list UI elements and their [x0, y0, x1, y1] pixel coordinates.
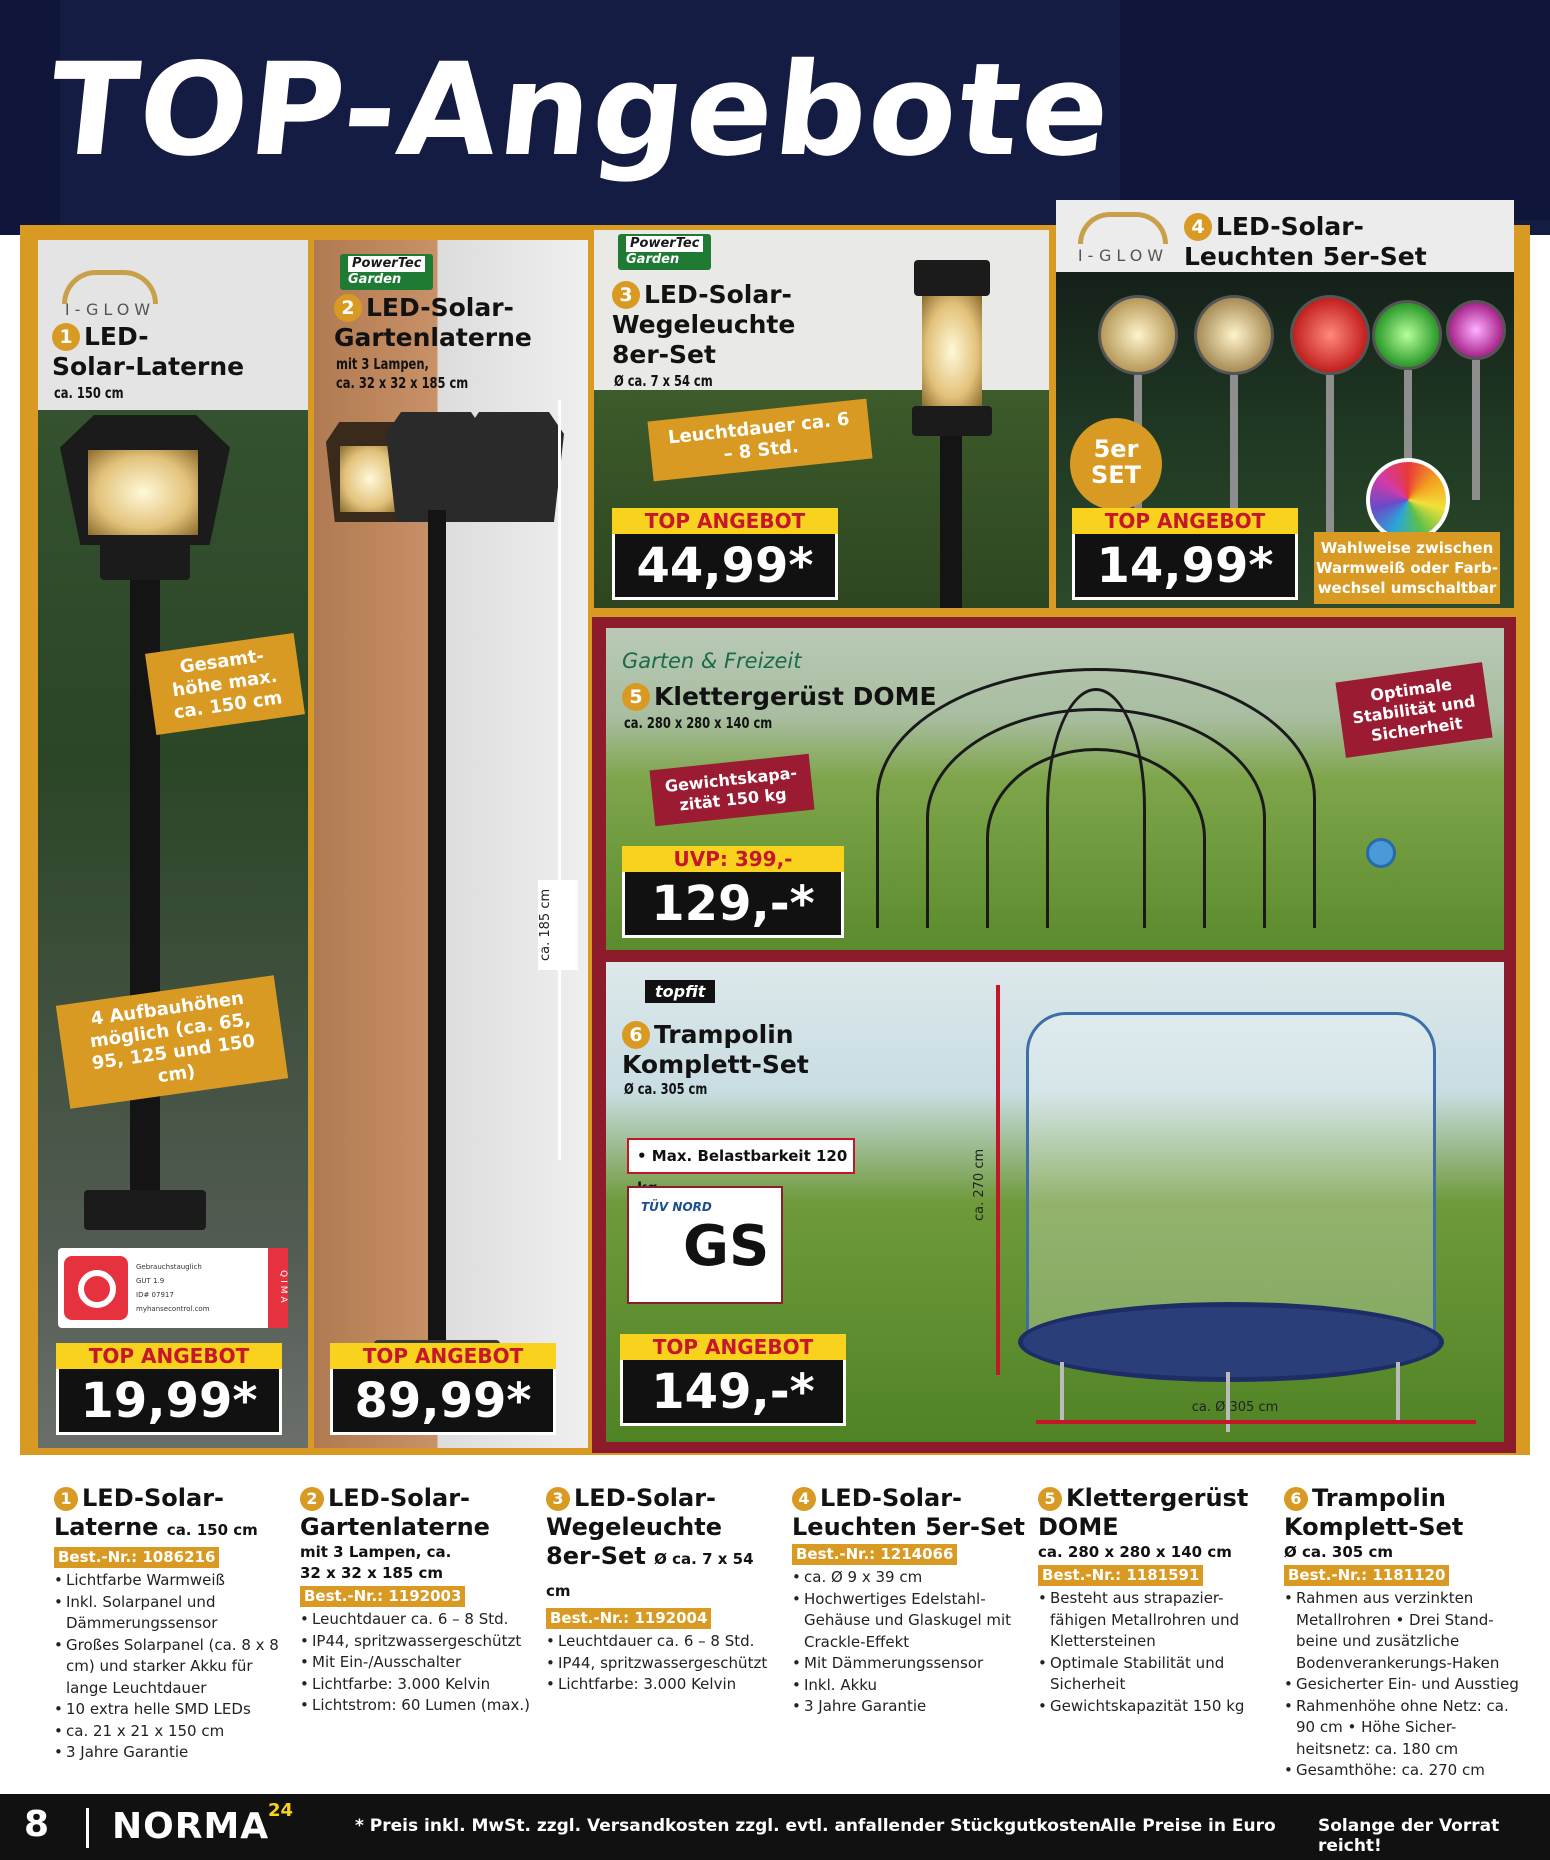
desc-title — [1038, 1484, 1273, 1542]
powertec-top-2: PowerTec — [348, 256, 425, 272]
desc-title-b: DOME — [1038, 1513, 1119, 1541]
desc-number: 6 — [1284, 1487, 1308, 1511]
price-value: 44,99* — [612, 534, 838, 600]
qima-line-2: GUT 1.9 — [136, 1277, 165, 1285]
price-label: TOP ANGEBOT — [1072, 508, 1298, 534]
desc-title — [1284, 1484, 1524, 1542]
product-1-title-b: Solar-Laterne — [52, 352, 245, 381]
feature-item: • Gesicherter Ein- und Ausstieg — [1284, 1674, 1524, 1696]
product-number-4: 4 — [1184, 213, 1212, 241]
product-5-description — [1038, 1484, 1273, 1717]
desc-title-b: Wegeleuchte — [546, 1513, 723, 1541]
page-number: 8 — [24, 1804, 50, 1845]
product-6-description — [1284, 1484, 1524, 1782]
feature-list — [792, 1567, 1027, 1718]
norma-logo: NORMA — [112, 1806, 270, 1847]
feature-item: • 10 extra helle SMD LEDs — [54, 1699, 289, 1721]
product-2-image-title — [334, 293, 532, 353]
desc-title-a: LED-Solar- — [574, 1484, 717, 1512]
product-4-title-a: LED-Solar- — [1216, 212, 1364, 241]
product-number-5: 5 — [622, 683, 650, 711]
product-5-title: Klettergerüst DOME — [654, 682, 937, 711]
product-1-heights-callout: 4 Aufbauhöhen möglich (ca. 65, 95, 125 und 150 cm) — [56, 975, 288, 1109]
price-label: UVP: 399,- — [622, 846, 844, 872]
desc-number: 2 — [300, 1487, 324, 1511]
product-2-sub-b: ca. 32 x 32 x 185 cm — [336, 374, 469, 392]
product-2-sub-a: mit 3 Lampen, — [336, 355, 429, 373]
feature-item: • Lichtfarbe: 3.000 Kelvin — [300, 1674, 535, 1696]
page-title: TOP-Angebote — [42, 36, 1119, 185]
product-number-6: 6 — [622, 1021, 650, 1049]
product-1-title-a: LED- — [84, 322, 149, 351]
feature-item: • Rahmenhöhe ohne Netz: ca. 90 cm • Höhe Sicher-heitsnetz: ca. 180 cm — [1284, 1696, 1524, 1761]
product-4-image-title — [1184, 212, 1427, 272]
brand-logo-4: I-GLOW — [1077, 246, 1169, 265]
desc-title-b: Gartenlaterne — [300, 1513, 490, 1541]
desc-title — [792, 1484, 1027, 1542]
desc-size: Ø ca. 7 x 54 cm — [546, 1550, 754, 1600]
product-6-image-title — [622, 1020, 809, 1080]
desc-sub-a: mit 3 Lampen, ca. — [300, 1543, 452, 1561]
product-3-title-a: LED-Solar- — [644, 280, 792, 309]
feature-item: • 3 Jahre Garantie — [54, 1742, 289, 1764]
product-2-title-b: Gartenlaterne — [334, 323, 532, 352]
order-number: Best.-Nr.: 1192004 — [546, 1608, 711, 1629]
desc-title-a: Klettergerüst — [1066, 1484, 1249, 1512]
desc-size: ca. 280 x 280 x 140 cm — [1038, 1543, 1232, 1561]
product-number-3: 3 — [612, 281, 640, 309]
feature-item: • Rahmen aus verzinkten Metallrohren • Drei Stand-beine und zusätzliche Bodenverankerungs-Haken — [1284, 1588, 1524, 1674]
feature-item: • Lichtstrom: 60 Lumen (max.) — [300, 1695, 535, 1717]
badge-top: 5er — [1093, 435, 1139, 463]
product-number-2: 2 — [334, 294, 362, 322]
feature-item: • Großes Solarpanel (ca. 8 x 8 cm) und starker Akku für lange Leuchtdauer — [54, 1635, 289, 1700]
desc-number: 1 — [54, 1487, 78, 1511]
price-value: 149,-* — [620, 1360, 846, 1426]
feature-item: • Mit Dämmerungssensor — [792, 1653, 1027, 1675]
desc-number: 3 — [546, 1487, 570, 1511]
product-1-image-title — [52, 322, 244, 382]
powertec-logo-2 — [340, 254, 433, 290]
product-3-price-box — [612, 508, 838, 600]
feature-list — [300, 1609, 535, 1717]
product-3-title-c: 8er-Set — [612, 340, 716, 369]
desc-number: 5 — [1038, 1487, 1062, 1511]
product-6-title-a: Trampolin — [654, 1020, 794, 1049]
product-5-image-title — [622, 682, 937, 712]
feature-item: • Besteht aus strapazier-fähigen Metallrohren und Klettersteinen — [1038, 1588, 1273, 1653]
feature-list — [1038, 1588, 1273, 1717]
product-2-description — [300, 1484, 535, 1717]
order-number: Best.-Nr.: 1214066 — [792, 1544, 957, 1565]
product-2-image-sub — [336, 355, 468, 393]
order-number: Best.-Nr.: 1192003 — [300, 1586, 465, 1607]
footer-bar — [0, 1794, 1550, 1860]
five-set-badge — [1070, 418, 1162, 510]
product-1-height-callout: Gesamt-höhe max. ca. 150 cm — [145, 633, 305, 735]
feature-list — [1284, 1588, 1524, 1782]
powertec-bottom-2: Garden — [348, 272, 402, 287]
feature-item: • IP44, spritzwassergeschützt — [546, 1653, 781, 1675]
feature-item: • Lichtfarbe Warmweiß — [54, 1570, 289, 1592]
desc-title-a: LED-Solar- — [328, 1484, 471, 1512]
price-value: 19,99* — [56, 1369, 282, 1435]
price-label: TOP ANGEBOT — [612, 508, 838, 534]
product-number-1: 1 — [52, 323, 80, 351]
feature-item: • ca. 21 x 21 x 150 cm — [54, 1721, 289, 1743]
qima-brand: QIMA — [268, 1248, 288, 1328]
desc-size: Ø ca. 305 cm — [1284, 1543, 1393, 1561]
product-2-title-a: LED-Solar- — [366, 293, 514, 322]
product-5-stability-callout: Optimale Stabilität und Sicherheit — [1335, 662, 1492, 758]
feature-item: • Hochwertiges Edelstahl-Gehäuse und Glaskugel mit Crackle-Effekt — [792, 1589, 1027, 1654]
product-2-dimension: ca. 185 cm — [538, 880, 578, 970]
tuv-nord-label: TÜV NORD — [641, 1200, 712, 1214]
qima-certificate — [58, 1248, 288, 1328]
desc-title-c: 8er-Set — [546, 1542, 646, 1570]
feature-list — [546, 1631, 781, 1696]
qima-check-icon — [64, 1256, 128, 1320]
order-number: Best.-Nr.: 1181591 — [1038, 1565, 1203, 1586]
gs-label: GS — [683, 1214, 770, 1279]
color-wheel-icon — [1366, 458, 1450, 542]
product-1-description — [54, 1484, 289, 1764]
desc-sub-b: 32 x 32 x 185 cm — [300, 1564, 444, 1582]
price-value: 14,99* — [1072, 534, 1298, 600]
feature-item: • Inkl. Solarpanel und Dämmerungssensor — [54, 1592, 289, 1635]
feature-item: • Gewichtskapazität 150 kg — [1038, 1696, 1273, 1718]
desc-title-b: Komplett-Set — [1284, 1513, 1464, 1541]
desc-title — [54, 1484, 289, 1545]
feature-list — [54, 1570, 289, 1764]
price-footnote: * Preis inkl. MwSt. zzgl. Versandkosten zzgl. evtl. anfallender Stückgutkosten — [355, 1816, 1101, 1836]
product-2-image — [314, 240, 588, 1448]
feature-item: • Inkl. Akku — [792, 1675, 1027, 1697]
feature-item: • Leuchtdauer ca. 6 – 8 Std. — [300, 1609, 535, 1631]
order-number: Best.-Nr.: 1086216 — [54, 1547, 219, 1568]
product-6-title-b: Komplett-Set — [622, 1050, 809, 1079]
powertec-top-3: PowerTec — [626, 236, 703, 252]
price-label: TOP ANGEBOT — [56, 1343, 282, 1369]
order-number: Best.-Nr.: 1181120 — [1284, 1565, 1449, 1586]
product-2-dimension-line — [558, 400, 561, 1160]
product-5-weight-callout: Gewichtskapa-zität 150 kg — [650, 754, 815, 826]
price-label: TOP ANGEBOT — [620, 1334, 846, 1360]
feature-item: • Optimale Stabilität und Sicherheit — [1038, 1653, 1273, 1696]
desc-title-a: Trampolin — [1312, 1484, 1446, 1512]
powertec-bottom-3: Garden — [626, 252, 680, 267]
feature-item: • Mit Ein-/Ausschalter — [300, 1652, 535, 1674]
tuv-gs-certificate — [627, 1186, 783, 1304]
product-3-description — [546, 1484, 781, 1696]
product-5-price-box — [622, 846, 844, 938]
feature-item: • ca. Ø 9 x 39 cm — [792, 1567, 1027, 1589]
desc-number: 4 — [792, 1487, 816, 1511]
desc-title-a: LED-Solar- — [820, 1484, 963, 1512]
stock-note: Solange der Vorrat reicht! — [1318, 1816, 1500, 1856]
price-label: TOP ANGEBOT — [330, 1343, 556, 1369]
desc-title — [300, 1484, 535, 1542]
desc-title-b: Laterne — [54, 1513, 159, 1541]
product-3-image-title — [612, 280, 795, 370]
product-4-mode-callout: Wahlweise zwischen Warmweiß oder Farb-wechsel umschaltbar — [1314, 532, 1500, 604]
product-3-duration-callout: Leuchtdauer ca. 6 – 8 Std. — [647, 399, 872, 482]
qima-line-4: myhansecontrol.com — [136, 1305, 210, 1313]
product-1-price-box — [56, 1343, 282, 1435]
desc-title — [546, 1484, 781, 1606]
qima-line-3: ID# 07917 — [136, 1291, 174, 1299]
product-3-title-b: Wegeleuchte — [612, 310, 796, 339]
product-4-title-b: Leuchten 5er-Set — [1184, 242, 1427, 271]
badge-bottom: SET — [1090, 461, 1142, 489]
feature-item: • Gesamthöhe: ca. 270 cm — [1284, 1760, 1524, 1782]
product-6-width: ca. Ø 305 cm — [1191, 1400, 1279, 1415]
feature-item: • IP44, spritzwassergeschützt — [300, 1631, 535, 1653]
price-value: 89,99* — [330, 1369, 556, 1435]
product-2-price-box — [330, 1343, 556, 1435]
feature-item: • Leuchtdauer ca. 6 – 8 Std. — [546, 1631, 781, 1653]
feature-item: • Lichtfarbe: 3.000 Kelvin — [546, 1674, 781, 1696]
product-5-image-size: ca. 280 x 280 x 140 cm — [624, 714, 773, 732]
feature-item: • 3 Jahre Garantie — [792, 1696, 1027, 1718]
product-6-load-callout: • Max. Belastbarkeit 120 — [627, 1138, 855, 1174]
footer-divider — [86, 1808, 89, 1848]
desc-title-a: LED-Solar- — [82, 1484, 225, 1512]
product-6-image-size: Ø ca. 305 cm — [624, 1080, 708, 1098]
product-3-image-size: Ø ca. 7 x 54 cm — [614, 372, 713, 390]
product-1-image-size: ca. 150 cm — [54, 384, 124, 402]
brand-logo-1: I-GLOW — [64, 300, 156, 319]
norma-24-suffix: 24 — [268, 1800, 294, 1821]
desc-title-b: Leuchten 5er-Set — [792, 1513, 1025, 1541]
garten-freizeit-logo: Garten & Freizeit — [622, 649, 802, 673]
product-6-price-box — [620, 1334, 846, 1426]
price-value: 129,-* — [622, 872, 844, 938]
powertec-logo-3 — [618, 234, 711, 270]
topfit-logo: topfit — [645, 980, 715, 1003]
product-6-width-line — [1036, 1420, 1476, 1424]
desc-size: ca. 150 cm — [166, 1521, 258, 1539]
product-4-price-box — [1072, 508, 1298, 600]
qima-line-1: Gebrauchstauglich — [136, 1263, 202, 1271]
product-6-height: ca. 270 cm — [972, 1148, 987, 1222]
currency-note: Alle Preise in Euro — [1100, 1816, 1276, 1836]
product-6-height-line — [996, 985, 1000, 1375]
product-4-description — [792, 1484, 1027, 1718]
